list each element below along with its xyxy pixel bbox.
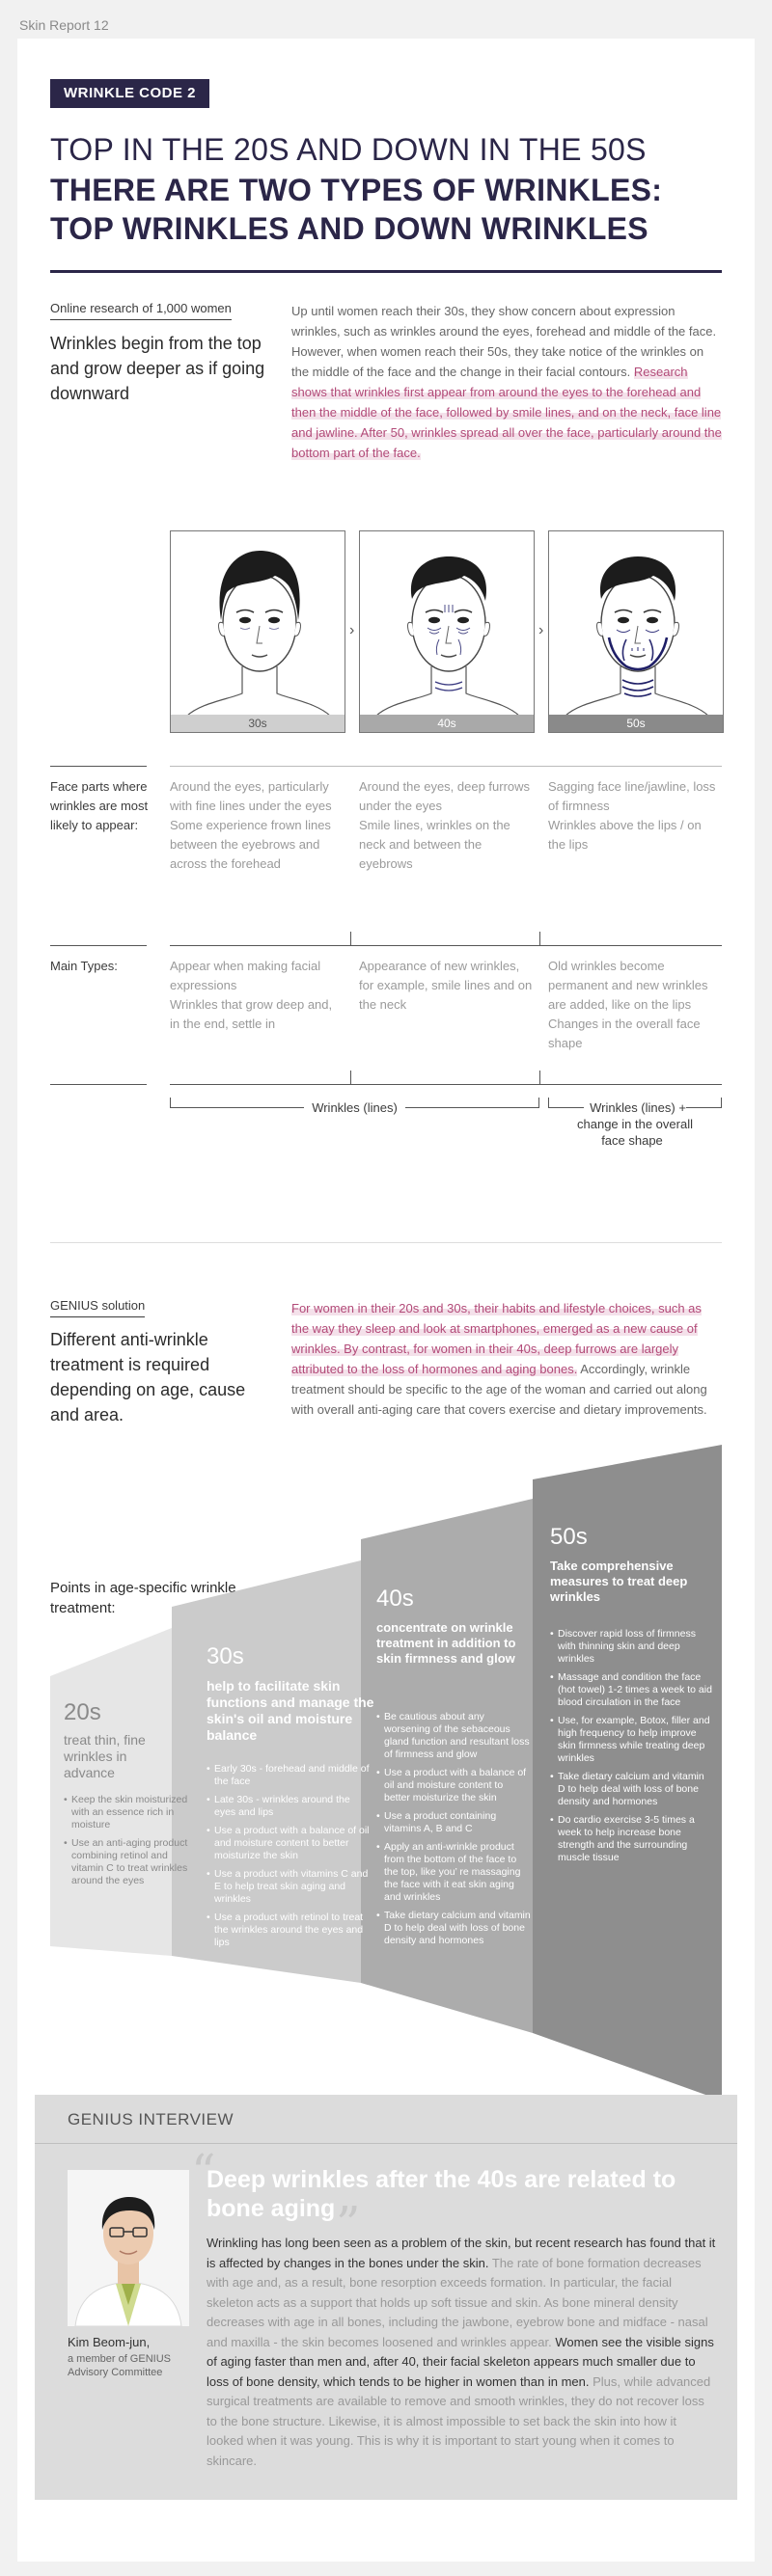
step-30s-item: • Use a product with a balance of oil and moisture content to better moisturize the skin — [207, 1825, 372, 1862]
interview-p4: Plus, while advanced surgical treatments are available to remove and smooth wrinkles, they do not recover loss to the bone structure. Likewise, it is almost impossible to set back the skin into how it looked when it was young. This is why it is important to start young when it comes to skincare. — [207, 2373, 711, 2468]
step-40s-age: 40s — [376, 1586, 414, 1612]
main-types-40s: Appearance of new wrinkles, for example, smile lines and on the neck — [359, 959, 533, 1012]
step-50s-item: • Do cardio exercise 3-5 times a week to help increase bone strength and the surrounding muscle tissue — [550, 1814, 714, 1864]
main-types-30s: Appear when making facial expressions Wrinkles that grow deep and, in the end, settle in — [170, 959, 333, 1031]
portrait-illustration — [68, 2170, 189, 2326]
step-20s-list — [64, 1794, 191, 1893]
column-tick — [350, 1071, 351, 1084]
solution-subheading: Different anti-wrinkle treatment is required depending on age, cause and area. — [50, 1330, 246, 1424]
step-30s-list — [207, 1763, 372, 1955]
section-divider — [50, 1242, 722, 1243]
step-50s-age: 50s — [550, 1524, 588, 1550]
bracket-label-1 — [170, 1099, 539, 1116]
research-text-highlight: Research shows that wrinkles first appear from around the eyes to the forehead and then the middle of the face, followed by smile lines, and on the neck, face line and jawline. After 50, wrinkles spread all over the face, particularly around the bottom part of the face. — [291, 365, 722, 460]
points-label: Points in age-specific wrinkle treatment: — [50, 1580, 236, 1616]
face-parts-30s: Around the eyes, particularly with fine lines under the eyes Some experience frown lines between the eyebrows and across the forehead — [170, 779, 332, 871]
column-tick — [539, 932, 540, 945]
interview-p3: Women see the visible signs of aging faster than men and, after 40, their facial skeleton appears much smaller due to loss of bone density, which tends to be higher in women than in men. — [207, 2334, 714, 2389]
bracket-label-2-text: Wrinkles (lines) + change in the overall face shape — [577, 1100, 693, 1148]
title-line-3: TOP WRINKLES AND DOWN WRINKLES — [50, 211, 648, 246]
step-50s-title: Take comprehensive measures to treat deep wrinkles — [550, 1559, 688, 1604]
row-divider — [50, 945, 147, 946]
age-bar-50s: 50s — [549, 715, 723, 732]
step-40s-item: • Be cautious about any worsening of the sebaceous gland function and resultant loss of firmness and glow — [376, 1711, 531, 1761]
bracket-label-1-text: Wrinkles (lines) — [304, 1100, 405, 1115]
title-rule — [50, 270, 722, 273]
step-30s-item: • Early 30s - forehead and middle of the face — [207, 1763, 372, 1788]
step-50s-item: • Use, for example, Botox, filler and high frequency to help improve skin firmness while treating deep wrinkles — [550, 1715, 714, 1765]
step-50s-item: • Discover rapid loss of firmness with thinning skin and deep wrinkles — [550, 1628, 714, 1666]
close-quote-icon: ” — [336, 2196, 361, 2252]
title-line-2-3 — [50, 171, 662, 248]
step-30s-item: • Late 30s - wrinkles around the eyes and lips — [207, 1794, 372, 1819]
interviewee-name: Kim Beom-jun, — [68, 2335, 151, 2349]
title-line-1: TOP IN THE 20S AND DOWN IN THE 50S — [50, 132, 647, 167]
age-bar-30s: 30s — [171, 715, 345, 732]
main-types-label: Main Types: — [50, 959, 118, 973]
solution-text — [291, 1298, 722, 1420]
step-40s-title: concentrate on wrinkle treatment in addition to skin firmness and glow — [376, 1620, 516, 1666]
step-50s-item: • Massage and condition the face (hot towel) 1-2 times a week to aid blood circulation in the face — [550, 1671, 714, 1709]
column-tick — [350, 932, 351, 945]
solution-text-plain: Accordingly, wrinkle treatment should be specific to the age of the woman and carried out along with overall anti-aging care that covers exercise and dietary improvements. — [291, 1362, 707, 1417]
wrinkle-code-badge: WRINKLE CODE 2 — [50, 79, 209, 108]
row-divider — [170, 766, 722, 767]
interview-rule — [35, 2143, 737, 2144]
interview-title: Deep wrinkles after the 40s are related to bone aging — [207, 2166, 676, 2222]
solution-heading: GENIUS solution — [50, 1298, 145, 1317]
face-50s — [548, 530, 724, 733]
face-parts-50s: Sagging face line/jawline, loss of firmness Wrinkles above the lips / on the lips — [548, 779, 716, 852]
step-30s-item: • Use a product with retinol to treat the wrinkles around the eyes and lips — [207, 1912, 372, 1949]
face-40s-illustration — [360, 531, 536, 717]
face-50s-illustration — [549, 531, 725, 717]
main-types-50s: Old wrinkles become permanent and new wrinkles are added, like on the lips Changes in the overall face shape — [548, 959, 708, 1050]
step-40s-item: • Use a product containing vitamins A, B and C — [376, 1810, 531, 1835]
step-30s-title: help to facilitate skin functions and manage the skin's oil and moisture balance — [207, 1678, 374, 1743]
interview-p2: The rate of bone formation decreases with age and, as a result, bone resorption exceeds formation. In particular, the facial skeleton acts as a support that holds up soft tissue and skin. As bone mineral density decreases with age in all bones, including the jawbone, eyebrow bone and midface - nasal and maxilla - the skin becomes loosened and wrinkles appear. — [207, 2255, 708, 2349]
face-30s-illustration — [171, 531, 346, 717]
step-50s-list — [550, 1628, 714, 1870]
step-20s-item: • Use an anti-aging product combining retinol and vitamin C to treat wrinkles around the eyes — [64, 1837, 191, 1887]
portrait-photo — [68, 2170, 189, 2326]
step-30s-item: • Use a product with vitamins C and E to help treat skin aging and wrinkles — [207, 1868, 372, 1906]
step-40s-list — [376, 1711, 531, 1953]
step-20s-title: treat thin, fine wrinkles in advance — [64, 1732, 146, 1780]
row-divider — [50, 1084, 147, 1085]
face-parts-40s: Around the eyes, deep furrows under the eyes Smile lines, wrinkles on the neck and between the eyebrows — [359, 779, 531, 871]
interviewee-role: a member of GENIUS Advisory Committee — [68, 2353, 171, 2378]
step-40s-item: • Take dietary calcium and vitamin D to help deal with loss of bone density and hormones — [376, 1910, 531, 1947]
step-20s-item: • Keep the skin moisturized with an essence rich in moisture — [64, 1794, 191, 1831]
step-50s-item: • Take dietary calcium and vitamin D to help deal with loss of bone density and hormones — [550, 1771, 714, 1808]
row-divider — [50, 766, 147, 767]
column-tick — [539, 1071, 540, 1084]
face-40s — [359, 530, 535, 733]
arrow-icon: › — [538, 622, 544, 638]
research-heading: Online research of 1,000 women — [50, 301, 232, 320]
interview-text — [207, 2234, 716, 2471]
face-parts-label: Face parts where wrinkles are most likely to appear: — [50, 779, 149, 832]
face-30s — [170, 530, 345, 733]
open-quote-icon: “ — [191, 2144, 216, 2200]
title-line-2: THERE ARE TWO TYPES OF WRINKLES: — [50, 173, 663, 207]
row-divider — [170, 945, 722, 946]
report-label: Skin Report 12 — [19, 17, 109, 33]
row-divider — [170, 1084, 722, 1085]
interview-heading: GENIUS INTERVIEW — [68, 2110, 234, 2129]
research-subheading: Wrinkles begin from the top and grow deeper as if going downward — [50, 334, 265, 403]
step-40s-item: • Apply an anti-wrinkle product from the bottom of the face to the top, like you’ re massaging the face with it eat skin aging and wrinkles — [376, 1841, 531, 1904]
research-text — [291, 301, 722, 463]
step-30s-age: 30s — [207, 1643, 244, 1669]
arrow-icon: › — [349, 622, 355, 638]
interview-p1: Wrinkling has long been seen as a problem of the skin, but recent research has found that it is affected by changes in the bones under the skin. — [207, 2236, 716, 2270]
age-bar-40s: 40s — [360, 715, 534, 732]
step-20s-shape — [50, 1628, 172, 1956]
bracket-label-2 — [548, 1099, 722, 1149]
step-20s-age: 20s — [64, 1699, 101, 1725]
solution-text-highlight: For women in their 20s and 30s, their habits and lifestyle choices, such as the way they sleep and look at smartphones, emerged as a new cause of wrinkles. By contrast, for women in their 40s, deep furrows are largely attributed to the loss of hormones and aging bones. — [291, 1301, 702, 1376]
step-40s-item: • Use a product with a balance of oil and moisture content to better moisturize the skin — [376, 1767, 531, 1804]
research-text-plain: Up until women reach their 30s, they show concern about expression wrinkles, such as wrinkles around the eyes, forehead and middle of the face. However, when women reach their 50s, they take notice of the wrinkles on the middle of the face and the change in their facial contours. — [291, 304, 717, 379]
